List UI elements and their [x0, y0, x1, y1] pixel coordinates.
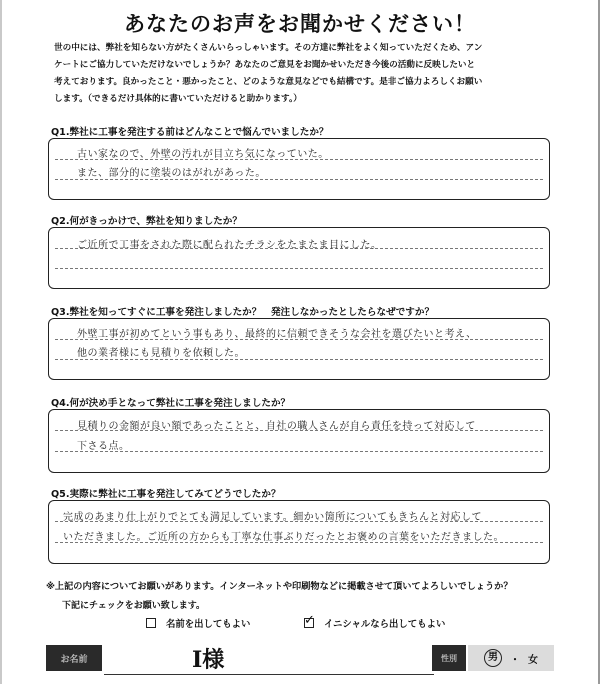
- name-row: [46, 642, 554, 674]
- answer-text: 他の業者様にも見積りを依頼した。: [77, 348, 245, 359]
- answer-text: 下さる点。: [77, 441, 130, 452]
- gender-field-label: 性別: [432, 645, 466, 671]
- question-4-label: Q4.何が決め手となって弊社に工事を発注しましたか？: [51, 398, 291, 409]
- initials-ok-checkbox[interactable]: [304, 613, 315, 628]
- option-label: イニシャルなら出してもよい: [324, 619, 446, 630]
- answer-box-4: [48, 409, 550, 473]
- gender-separator: ・: [510, 654, 520, 666]
- question-5-label: Q5.実際に弊社に工事を発注してみてどうでしたか？: [51, 489, 281, 500]
- answer-box-2: [48, 227, 550, 289]
- answer-box-5: [48, 500, 550, 564]
- ruled-line: [55, 359, 543, 360]
- name-field-label: お名前: [46, 645, 102, 671]
- consent-instruction: 下記にチェックをお願い致します。: [62, 601, 206, 611]
- consent-note: ※上記の内容についてお願いがあります。インターネットや印刷物などに掲載させて頂いてよろしいでしょうか？: [46, 581, 513, 592]
- intro-line: 考えております。良かったこと・悪かったこと、どのような意見などでも結構です。是非ご協力よろしくお願い: [54, 77, 483, 87]
- answer-text: 古い家なので、外壁の汚れが目立ち気になっていた。: [77, 149, 329, 160]
- answer-text: また、部分的に塗装のはがれがあった。: [77, 168, 266, 179]
- answer-text: いただきました。ご近所の方からも丁寧な仕事ぶりだったとお褒めの言葉をいただきました。: [63, 532, 504, 543]
- gender-female: 女: [528, 654, 538, 666]
- option-name-ok[interactable]: [146, 616, 250, 630]
- page-edge-left: [0, 0, 2, 684]
- gender-field[interactable]: [468, 645, 554, 671]
- name-value: I様: [192, 647, 225, 673]
- ruled-line: [55, 179, 543, 180]
- ruled-line: [55, 268, 543, 269]
- intro-paragraph: [54, 40, 554, 108]
- answer-text: ご近所で工事をされた際に配られたチラシをたまたま目にした。: [77, 240, 382, 251]
- check-icon: ✓: [304, 613, 315, 628]
- answer-text: 外壁工事が初めてという事もあり、最終的に信頼できそうな会社を選びたいと考え、: [77, 329, 477, 340]
- intro-line: します。（できるだけ具体的に書いていただけると助かります。）: [54, 94, 302, 104]
- name-ok-checkbox[interactable]: [146, 618, 156, 628]
- gender-male-circled: 男: [484, 649, 502, 667]
- answer-box-3: [48, 318, 550, 380]
- intro-line: ケートにご協力していただけないでしょうか？あなたのご意見をお聞かせいただき今後の活動に反映したいと: [54, 60, 476, 70]
- option-initials-ok[interactable]: [304, 613, 446, 630]
- page-title: あなたのお声をお聞かせください！: [124, 12, 476, 36]
- question-3-label: Q3.弊社を知ってすぐに工事を発注しましたか？ 発注しなかったとしたらなぜですか？: [51, 307, 435, 318]
- answer-box-1: [48, 138, 550, 200]
- name-field[interactable]: [104, 642, 434, 675]
- answer-text: 見積りの金額が良い額であったことと、自社の職人さんが自ら責任を持って対応して: [77, 421, 476, 432]
- question-1-label: Q1.弊社に工事を発注する前はどんなことで悩んでいましたか？: [51, 127, 329, 138]
- option-label: 名前を出してもよい: [166, 619, 251, 630]
- question-2-label: Q2.何がきっかけで、弊社を知りましたか？: [51, 216, 242, 227]
- answer-text: 完成のあまり仕上がりでとても満足しています。細かい箇所についてもきちんと対応して: [63, 512, 482, 523]
- intro-line: 世の中には、弊社を知らない方がたくさんいらっしゃいます。その方達に弊社をよく知っていただくため、アン: [54, 43, 483, 53]
